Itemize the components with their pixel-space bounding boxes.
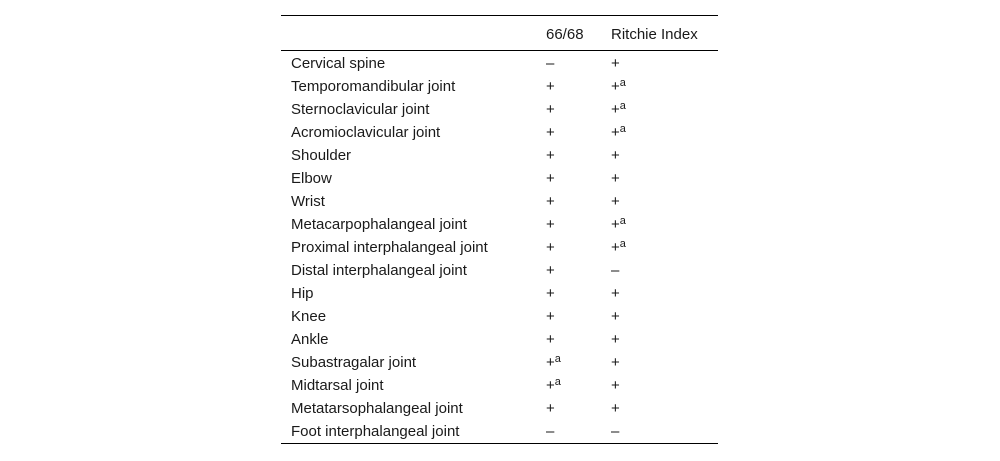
value-mark: +	[611, 124, 620, 141]
value-ritchie-cell	[611, 167, 718, 190]
value-ritchie-cell	[611, 144, 718, 167]
joint-name-cell: Metatarsophalangeal joint	[291, 400, 463, 417]
footnote-marker: a	[619, 123, 626, 135]
joint-name-cell: Acromioclavicular joint	[291, 124, 441, 141]
value-mark: +	[611, 331, 620, 348]
value-mark: –	[546, 423, 555, 440]
table-header-row	[281, 16, 718, 51]
value-66-68-cell	[546, 259, 611, 282]
table-row	[281, 328, 718, 351]
joint-name-cell: Midtarsal joint	[291, 377, 384, 394]
value-ritchie-cell	[611, 374, 718, 397]
value-66-68-cell	[546, 144, 611, 167]
value-mark: +	[546, 308, 555, 325]
joint-name-cell: Metacarpophalangeal joint	[291, 216, 467, 233]
table-row	[281, 75, 718, 98]
value-mark: +	[611, 55, 620, 72]
value-ritchie-cell	[611, 75, 718, 98]
table-body	[281, 51, 718, 444]
joint-name-cell: Subastragalar joint	[291, 354, 417, 371]
value-66-68-cell	[546, 282, 611, 305]
value-ritchie-cell	[611, 190, 718, 213]
value-mark: +	[546, 354, 555, 371]
value-66-68-cell	[546, 420, 611, 444]
footnote-marker: a	[619, 77, 626, 89]
value-66-68-cell	[546, 305, 611, 328]
table-row	[281, 397, 718, 420]
joint-name-cell: Knee	[291, 308, 327, 325]
value-ritchie-cell	[611, 305, 718, 328]
value-ritchie-cell	[611, 420, 718, 444]
value-mark: +	[546, 331, 555, 348]
table-row	[281, 282, 718, 305]
joint-name-cell: Ankle	[291, 331, 329, 348]
footnote-marker: a	[619, 238, 626, 250]
table-row	[281, 259, 718, 282]
joint-table-container	[281, 15, 718, 444]
value-mark: +	[546, 285, 555, 302]
joint-table	[281, 15, 718, 444]
joint-name-cell: Sternoclavicular joint	[291, 101, 430, 118]
table-row	[281, 167, 718, 190]
value-ritchie-cell	[611, 51, 718, 76]
value-mark: +	[611, 170, 620, 187]
value-66-68-cell	[546, 121, 611, 144]
value-mark: +	[546, 101, 555, 118]
table-row	[281, 236, 718, 259]
value-66-68-cell	[546, 213, 611, 236]
value-66-68-cell	[546, 51, 611, 76]
value-66-68-cell	[546, 328, 611, 351]
table-row	[281, 121, 718, 144]
joint-name-cell: Wrist	[291, 193, 325, 210]
footnote-marker: a	[619, 100, 626, 112]
value-ritchie-cell	[611, 351, 718, 374]
value-66-68-cell	[546, 190, 611, 213]
value-ritchie-cell	[611, 259, 718, 282]
value-mark: +	[611, 308, 620, 325]
value-ritchie-cell	[611, 121, 718, 144]
value-mark: +	[546, 216, 555, 233]
table-row	[281, 51, 718, 76]
value-66-68-cell	[546, 75, 611, 98]
value-mark: +	[611, 400, 620, 417]
value-mark: –	[611, 262, 620, 279]
joint-name-cell: Temporomandibular joint	[291, 78, 456, 95]
header-66-68: 66/68	[546, 25, 584, 43]
footnote-marker: a	[619, 215, 626, 227]
value-66-68-cell	[546, 167, 611, 190]
value-mark: +	[611, 285, 620, 302]
value-mark: +	[546, 193, 555, 210]
table-row	[281, 98, 718, 121]
value-ritchie-cell	[611, 282, 718, 305]
value-mark: +	[611, 354, 620, 371]
value-66-68-cell	[546, 397, 611, 420]
joint-name-cell: Hip	[291, 285, 314, 302]
table-row	[281, 351, 718, 374]
joint-name-cell: Distal interphalangeal joint	[291, 262, 467, 279]
footnote-marker: a	[554, 376, 561, 388]
value-mark: +	[546, 78, 555, 95]
value-ritchie-cell	[611, 98, 718, 121]
header-ritchie-index: Ritchie Index	[611, 25, 698, 43]
table-row	[281, 374, 718, 397]
value-ritchie-cell	[611, 236, 718, 259]
header-joint	[281, 16, 546, 51]
value-ritchie-cell	[611, 328, 718, 351]
value-66-68-cell	[546, 236, 611, 259]
value-mark: +	[546, 147, 555, 164]
value-mark: –	[546, 55, 555, 72]
joint-name-cell: Shoulder	[291, 147, 352, 164]
value-mark: +	[611, 78, 620, 95]
value-mark: +	[611, 216, 620, 233]
table-row	[281, 420, 718, 444]
value-mark: +	[546, 170, 555, 187]
value-66-68-cell	[546, 374, 611, 397]
value-ritchie-cell	[611, 213, 718, 236]
value-mark: +	[546, 262, 555, 279]
value-mark: +	[611, 377, 620, 394]
footnote-marker: a	[554, 353, 561, 365]
table-row	[281, 144, 718, 167]
value-mark: +	[611, 193, 620, 210]
value-66-68-cell	[546, 98, 611, 121]
table-row	[281, 213, 718, 236]
joint-name-cell: Foot interphalangeal joint	[291, 423, 460, 440]
value-mark: +	[546, 400, 555, 417]
value-mark: –	[611, 423, 620, 440]
value-mark: +	[611, 239, 620, 256]
value-66-68-cell	[546, 351, 611, 374]
value-mark: +	[546, 377, 555, 394]
value-mark: +	[546, 239, 555, 256]
value-ritchie-cell	[611, 397, 718, 420]
table-row	[281, 190, 718, 213]
value-mark: +	[611, 147, 620, 164]
joint-name-cell: Proximal interphalangeal joint	[291, 239, 488, 256]
value-mark: +	[546, 124, 555, 141]
joint-name-cell: Cervical spine	[291, 55, 386, 72]
table-row	[281, 305, 718, 328]
value-mark: +	[611, 101, 620, 118]
joint-name-cell: Elbow	[291, 170, 332, 187]
